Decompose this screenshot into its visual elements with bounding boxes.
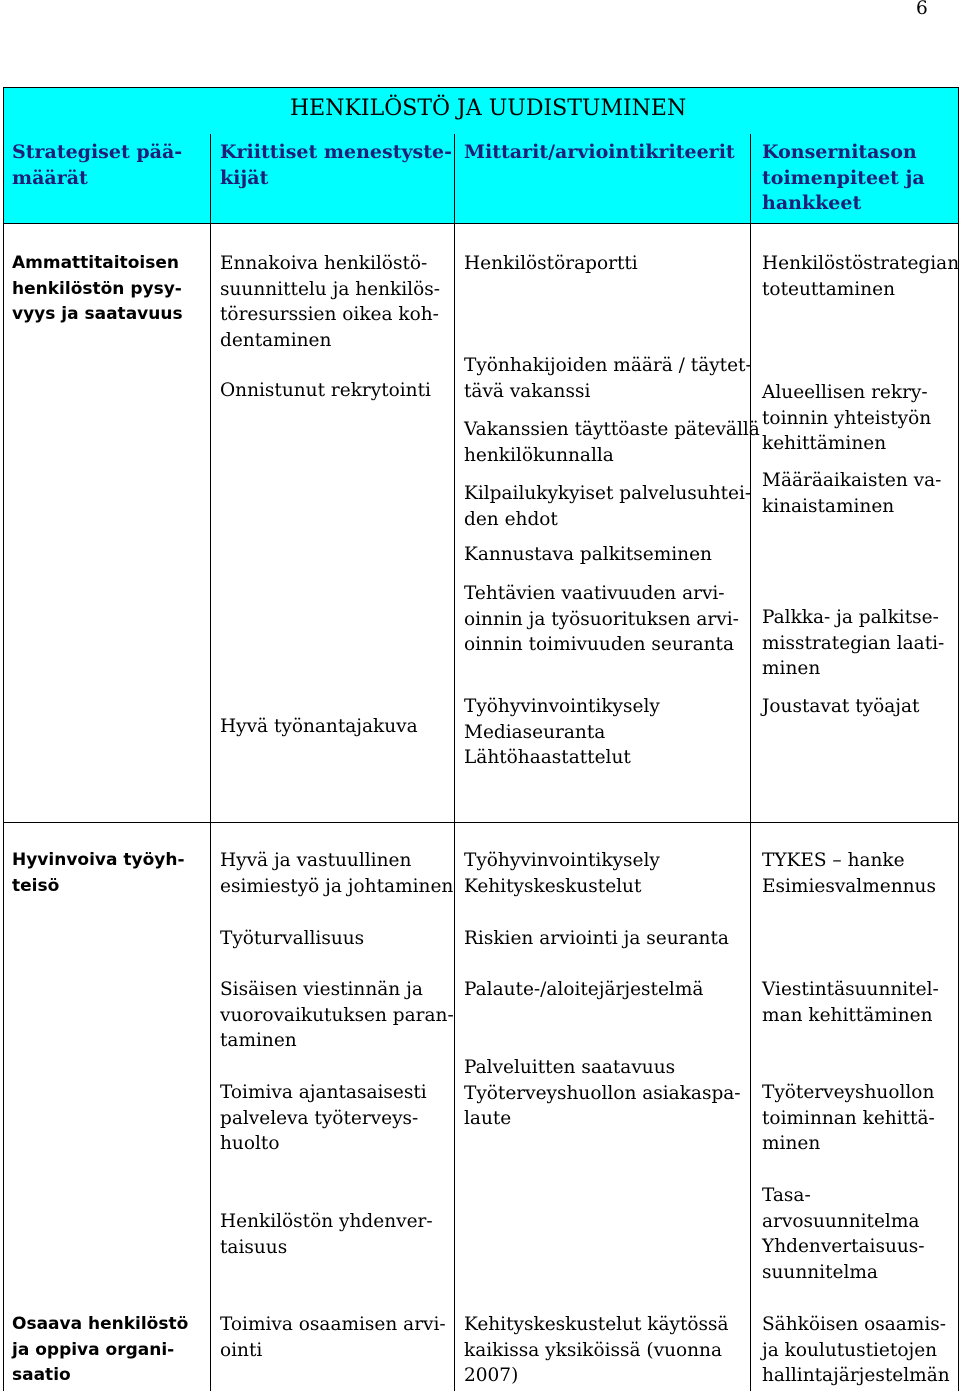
- action-training-system: Sähköisen osaamis- ja koulutustietojen hallintajärjestelmän: [762, 1314, 950, 1387]
- action-flexible-hours: Joustavat työajat: [762, 696, 920, 717]
- metric-service-availability: Palveluitten saatavuus Työterveyshuollon asiakaspa- laute: [464, 1057, 741, 1130]
- factor-workforce-planning: Ennakoiva henkilöstö- suunnittelu ja henkilös- töresurssien oikea koh- dentaminen: [220, 253, 440, 352]
- factor-communication: Sisäisen viestinnän ja vuorovaikutuksen paran- taminen: [220, 979, 454, 1052]
- action-fixed-term: Määräaikaisten va- kinaistaminen: [762, 470, 942, 517]
- metric-employment-terms: Kilpailukykyiset palvelusuhtei- den ehdot: [464, 483, 752, 530]
- column-header-metrics: Mittarit/arviointikriteerit: [464, 141, 735, 163]
- action-equality-plans: Tasa- arvosuunnitelma Yhdenvertaisuus- suunnitelma: [762, 1185, 925, 1284]
- goal-wellbeing: Hyvinvoiva työyh- teisö: [12, 850, 185, 896]
- action-communication-plan: Viestintäsuunnitel- man kehittäminen: [762, 979, 939, 1026]
- goal-competent-staff: Ammattitaitoisen henkilöstön pysy- vyys ja saatavuus: [12, 253, 183, 325]
- metric-surveys: Työhyvinvointikysely Mediaseuranta Lähtöhaastattelut: [464, 696, 660, 769]
- metric-wellbeing-survey: Työhyvinvointikysely Kehityskeskustelut: [464, 850, 660, 897]
- factor-equality: Henkilöstön yhdenver- taisuus: [220, 1211, 433, 1258]
- table-title: HENKILÖSTÖ JA UUDISTUMINEN: [290, 96, 687, 121]
- factor-leadership: Hyvä ja vastuullinen esimiestyö ja johtaminen: [220, 850, 454, 897]
- metric-applicants: Työnhakijoiden määrä / täytet- tävä vakanssi: [464, 355, 752, 402]
- metric-staff-report: Henkilöstöraportti: [464, 253, 638, 274]
- factor-employer-image: Hyvä työnantajakuva: [220, 716, 418, 737]
- factor-recruitment: Onnistunut rekrytointi: [220, 380, 431, 401]
- metric-risk-assessment: Riskien arviointi ja seuranta: [464, 928, 729, 949]
- column-header-factors: Kriittiset menestyste- kijät: [220, 141, 452, 189]
- factor-occupational-health: Toimiva ajantasaisesti palveleva työterveys- huolto: [220, 1082, 427, 1155]
- metric-feedback-system: Palaute-/aloitejärjestelmä: [464, 979, 704, 1000]
- column-header-goals: Strategiset pää- määrät: [12, 141, 183, 189]
- metric-development-discussions: Kehityskeskustelut käytössä kaikissa yksiköissä (vuonna 2007): [464, 1314, 729, 1387]
- action-pay-strategy: Palkka- ja palkitse- misstrategian laati- minen: [762, 607, 945, 680]
- metric-job-evaluation: Tehtävien vaativuuden arvi- oinnin ja työsuorituksen arvi- oinnin toimivuuden seuranta: [464, 583, 739, 656]
- factor-safety: Työturvallisuus: [220, 928, 365, 949]
- action-occupational-health: Työterveyshuollon toiminnan kehittä- minen: [762, 1082, 935, 1155]
- factor-competence-evaluation: Toimiva osaamisen arvi- ointi: [220, 1314, 446, 1361]
- action-tykes: TYKES – hanke Esimiesvalmennus: [762, 850, 936, 897]
- action-hr-strategy: Henkilöstöstrategian toteuttaminen: [762, 253, 960, 300]
- action-regional-recruitment: Alueellisen rekry- toinnin yhteistyön kehittäminen: [762, 382, 932, 455]
- column-header-actions: Konsernitason toimenpiteet ja hankkeet: [762, 141, 925, 215]
- goal-learning-organisation: Osaava henkilöstö ja oppiva organi- saatio: [12, 1314, 189, 1386]
- metric-vacancy-fill: Vakanssien täyttöaste pätevällä henkilökunnalla: [464, 419, 760, 466]
- metric-rewarding: Kannustava palkitseminen: [464, 544, 712, 565]
- page-number: 6: [916, 0, 928, 19]
